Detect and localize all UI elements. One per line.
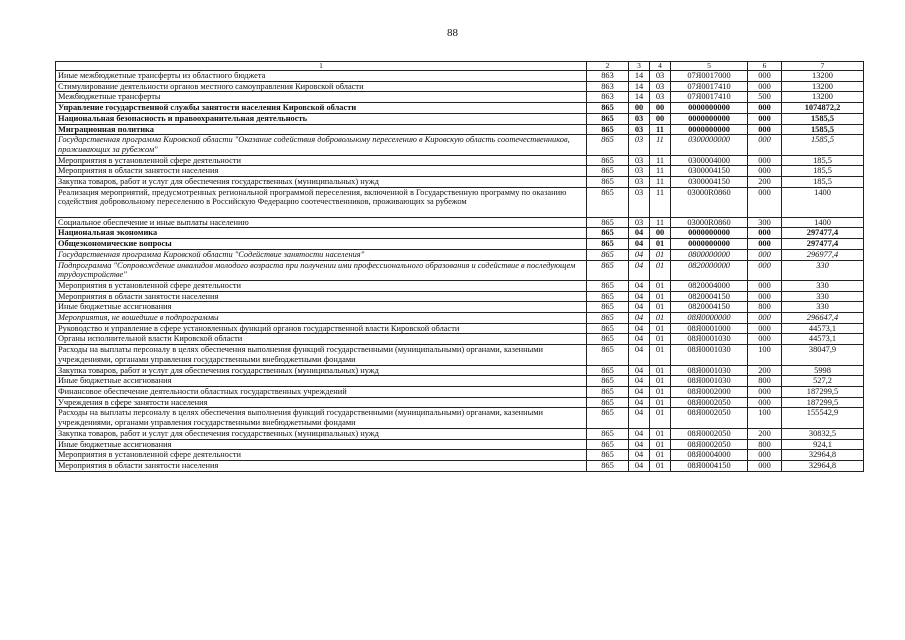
- cell-expense-type-code: 000: [748, 239, 782, 250]
- cell-item-name: Иные бюджетные ассигнования: [56, 302, 587, 313]
- cell-target-article-code: 03000R0860: [671, 187, 748, 217]
- cell-item-name: Расходы на выплаты персоналу в целях обеспечения выполнения функций государственными (муниципальными) органами, казенными учреждениями, органами управления государственными внебюджетными фондами: [56, 408, 587, 428]
- cell-item-name: Миграционная политика: [56, 124, 587, 135]
- table-row: [56, 239, 864, 250]
- cell-expense-type-code: 000: [748, 280, 782, 291]
- cell-expense-type-code: 800: [748, 302, 782, 313]
- cell-item-name: Руководство и управление в сфере установленных функций органов государственной власти Кировской области: [56, 323, 587, 334]
- cell-item-name: Социальное обеспечение и иные выплаты населению: [56, 217, 587, 228]
- cell-section-code: 04: [629, 334, 650, 345]
- cell-subsection-code: 01: [650, 249, 671, 260]
- cell-subsection-code: 01: [650, 376, 671, 387]
- cell-section-code: 04: [629, 280, 650, 291]
- cell-section-code: 04: [629, 291, 650, 302]
- cell-subsection-code: 01: [650, 397, 671, 408]
- table-row: [56, 187, 864, 217]
- cell-section-code: 04: [629, 228, 650, 239]
- cell-ministry-code: 865: [587, 345, 629, 365]
- table-row: [56, 439, 864, 450]
- cell-subsection-code: 01: [650, 408, 671, 428]
- cell-ministry-code: 865: [587, 334, 629, 345]
- cell-section-code: 04: [629, 345, 650, 365]
- cell-amount: 330: [782, 260, 864, 280]
- cell-target-article-code: 0300004150: [671, 166, 748, 177]
- table-row: [56, 177, 864, 188]
- cell-subsection-code: 01: [650, 439, 671, 450]
- cell-ministry-code: 865: [587, 450, 629, 461]
- cell-expense-type-code: 000: [748, 113, 782, 124]
- cell-item-name: Национальная экономика: [56, 228, 587, 239]
- cell-ministry-code: 865: [587, 302, 629, 313]
- cell-expense-type-code: 000: [748, 460, 782, 471]
- cell-ministry-code: 865: [587, 187, 629, 217]
- cell-target-article-code: 0820004150: [671, 291, 748, 302]
- cell-ministry-code: 865: [587, 228, 629, 239]
- cell-subsection-code: 11: [650, 187, 671, 217]
- cell-target-article-code: 08Я0001000: [671, 323, 748, 334]
- cell-ministry-code: 865: [587, 239, 629, 250]
- cell-expense-type-code: 100: [748, 408, 782, 428]
- cell-item-name: Иные бюджетные ассигнования: [56, 376, 587, 387]
- cell-expense-type-code: 000: [748, 291, 782, 302]
- cell-ministry-code: 865: [587, 280, 629, 291]
- cell-section-code: 04: [629, 439, 650, 450]
- cell-section-code: 14: [629, 71, 650, 82]
- cell-section-code: 03: [629, 166, 650, 177]
- cell-section-code: 04: [629, 302, 650, 313]
- cell-expense-type-code: 000: [748, 260, 782, 280]
- cell-item-name: Мероприятия, не вошедшие в подпрограммы: [56, 313, 587, 324]
- cell-expense-type-code: 200: [748, 365, 782, 376]
- table-row: [56, 92, 864, 103]
- cell-section-code: 03: [629, 155, 650, 166]
- cell-amount: 296647,4: [782, 313, 864, 324]
- cell-amount: 1585,5: [782, 135, 864, 155]
- cell-ministry-code: 865: [587, 397, 629, 408]
- cell-ministry-code: 863: [587, 92, 629, 103]
- cell-expense-type-code: 000: [748, 323, 782, 334]
- cell-item-name: Общеэкономические вопросы: [56, 239, 587, 250]
- cell-expense-type-code: 200: [748, 428, 782, 439]
- cell-amount: 5998: [782, 365, 864, 376]
- cell-expense-type-code: 300: [748, 217, 782, 228]
- cell-amount: 330: [782, 280, 864, 291]
- cell-expense-type-code: 000: [748, 187, 782, 217]
- cell-item-name: Органы исполнительной власти Кировской области: [56, 334, 587, 345]
- cell-expense-type-code: 000: [748, 313, 782, 324]
- cell-subsection-code: 03: [650, 92, 671, 103]
- cell-amount: 527,2: [782, 376, 864, 387]
- cell-item-name: Мероприятия в установленной сфере деятельности: [56, 280, 587, 291]
- cell-section-code: 04: [629, 428, 650, 439]
- cell-ministry-code: 865: [587, 217, 629, 228]
- table-row: [56, 376, 864, 387]
- cell-amount: 38047,9: [782, 345, 864, 365]
- cell-target-article-code: 0300004000: [671, 155, 748, 166]
- cell-expense-type-code: 000: [748, 166, 782, 177]
- cell-target-article-code: 03000R0860: [671, 217, 748, 228]
- cell-ministry-code: 865: [587, 376, 629, 387]
- cell-ministry-code: 863: [587, 81, 629, 92]
- table-row: [56, 81, 864, 92]
- cell-amount: 185,5: [782, 155, 864, 166]
- cell-item-name: Закупка товаров, работ и услуг для обеспечения государственных (муниципальных) нужд: [56, 177, 587, 188]
- cell-amount: 13200: [782, 71, 864, 82]
- cell-ministry-code: 865: [587, 103, 629, 114]
- cell-expense-type-code: 000: [748, 103, 782, 114]
- cell-ministry-code: 865: [587, 177, 629, 188]
- cell-ministry-code: 865: [587, 365, 629, 376]
- cell-subsection-code: 01: [650, 313, 671, 324]
- cell-ministry-code: 865: [587, 428, 629, 439]
- cell-ministry-code: 865: [587, 124, 629, 135]
- table-row: [56, 217, 864, 228]
- cell-amount: 155542,9: [782, 408, 864, 428]
- cell-subsection-code: 00: [650, 113, 671, 124]
- cell-subsection-code: 01: [650, 323, 671, 334]
- cell-expense-type-code: 500: [748, 92, 782, 103]
- cell-expense-type-code: 000: [748, 81, 782, 92]
- cell-ministry-code: 865: [587, 439, 629, 450]
- cell-amount: 185,5: [782, 166, 864, 177]
- page-number: 88: [447, 27, 458, 39]
- cell-expense-type-code: 000: [748, 228, 782, 239]
- cell-section-code: 03: [629, 124, 650, 135]
- cell-subsection-code: 11: [650, 124, 671, 135]
- cell-section-code: 04: [629, 376, 650, 387]
- cell-section-code: 04: [629, 450, 650, 461]
- cell-target-article-code: 08Я0001030: [671, 345, 748, 365]
- cell-amount: 13200: [782, 81, 864, 92]
- cell-amount: 1074872,2: [782, 103, 864, 114]
- table-row: [56, 103, 864, 114]
- table-row: [56, 345, 864, 365]
- cell-target-article-code: 08Я0002050: [671, 397, 748, 408]
- cell-target-article-code: 08Я0001030: [671, 376, 748, 387]
- cell-amount: 296977,4: [782, 249, 864, 260]
- cell-target-article-code: 08Я0000000: [671, 313, 748, 324]
- cell-target-article-code: 0000000000: [671, 124, 748, 135]
- cell-ministry-code: 865: [587, 291, 629, 302]
- cell-ministry-code: 865: [587, 135, 629, 155]
- table-row: [56, 249, 864, 260]
- cell-expense-type-code: 000: [748, 135, 782, 155]
- cell-amount: 1585,5: [782, 113, 864, 124]
- cell-section-code: 04: [629, 239, 650, 250]
- cell-subsection-code: 11: [650, 155, 671, 166]
- cell-amount: 44573,1: [782, 323, 864, 334]
- cell-amount: 187299,5: [782, 397, 864, 408]
- cell-amount: 44573,1: [782, 334, 864, 345]
- cell-section-code: 14: [629, 92, 650, 103]
- cell-subsection-code: 00: [650, 103, 671, 114]
- cell-section-code: 04: [629, 249, 650, 260]
- cell-subsection-code: 00: [650, 228, 671, 239]
- cell-subsection-code: 01: [650, 428, 671, 439]
- table-row: [56, 260, 864, 280]
- cell-item-name: Мероприятия в области занятости населения: [56, 291, 587, 302]
- cell-target-article-code: 08Я0004150: [671, 460, 748, 471]
- cell-ministry-code: 863: [587, 71, 629, 82]
- cell-section-code: 03: [629, 135, 650, 155]
- cell-subsection-code: 03: [650, 71, 671, 82]
- cell-target-article-code: 07Я0017410: [671, 92, 748, 103]
- header-cell: 6: [748, 62, 782, 71]
- cell-section-code: 04: [629, 365, 650, 376]
- table-row: [56, 428, 864, 439]
- table-row: [56, 408, 864, 428]
- cell-subsection-code: 01: [650, 280, 671, 291]
- cell-expense-type-code: 000: [748, 71, 782, 82]
- cell-expense-type-code: 000: [748, 124, 782, 135]
- cell-target-article-code: 0000000000: [671, 228, 748, 239]
- header-cell: 2: [587, 62, 629, 71]
- cell-ministry-code: 865: [587, 460, 629, 471]
- cell-target-article-code: 0820004150: [671, 302, 748, 313]
- table-row: [56, 334, 864, 345]
- cell-target-article-code: 08Я0001030: [671, 365, 748, 376]
- cell-expense-type-code: 800: [748, 439, 782, 450]
- cell-amount: 330: [782, 302, 864, 313]
- header-cell: 5: [671, 62, 748, 71]
- cell-subsection-code: 11: [650, 166, 671, 177]
- cell-section-code: 04: [629, 323, 650, 334]
- cell-target-article-code: 08Я0001030: [671, 334, 748, 345]
- cell-subsection-code: 11: [650, 177, 671, 188]
- cell-item-name: Реализация мероприятий, предусмотренных региональной программой переселения, включенной в Государственную программу по оказанию содействия добровольному переселению в Российскую Федерацию соотечественников, проживающих за рубежом: [56, 187, 587, 217]
- cell-amount: 30832,5: [782, 428, 864, 439]
- cell-expense-type-code: 100: [748, 345, 782, 365]
- cell-subsection-code: 01: [650, 260, 671, 280]
- cell-section-code: 04: [629, 397, 650, 408]
- cell-section-code: 14: [629, 81, 650, 92]
- cell-expense-type-code: 000: [748, 155, 782, 166]
- cell-subsection-code: 03: [650, 81, 671, 92]
- cell-target-article-code: 08Я0002050: [671, 428, 748, 439]
- cell-subsection-code: 11: [650, 217, 671, 228]
- cell-ministry-code: 865: [587, 386, 629, 397]
- cell-expense-type-code: 000: [748, 249, 782, 260]
- cell-ministry-code: 865: [587, 260, 629, 280]
- cell-target-article-code: 0000000000: [671, 239, 748, 250]
- cell-item-name: Закупка товаров, работ и услуг для обеспечения государственных (муниципальных) нужд: [56, 365, 587, 376]
- cell-ministry-code: 865: [587, 113, 629, 124]
- cell-section-code: 04: [629, 460, 650, 471]
- cell-item-name: Национальная безопасность и правоохранительная деятельность: [56, 113, 587, 124]
- cell-expense-type-code: 000: [748, 386, 782, 397]
- cell-item-name: Мероприятия в области занятости населения: [56, 460, 587, 471]
- cell-ministry-code: 865: [587, 408, 629, 428]
- cell-subsection-code: 11: [650, 135, 671, 155]
- cell-item-name: Государственная программа Кировской области "Содействие занятости населения": [56, 249, 587, 260]
- cell-subsection-code: 01: [650, 291, 671, 302]
- cell-expense-type-code: 000: [748, 450, 782, 461]
- cell-amount: 187299,5: [782, 386, 864, 397]
- cell-target-article-code: 08Я0004000: [671, 450, 748, 461]
- table-row: [56, 302, 864, 313]
- cell-item-name: Мероприятия в области занятости населения: [56, 166, 587, 177]
- cell-target-article-code: 08Я0002050: [671, 439, 748, 450]
- cell-ministry-code: 865: [587, 249, 629, 260]
- header-cell: 1: [56, 62, 587, 71]
- cell-amount: 297477,4: [782, 239, 864, 250]
- table-row: [56, 460, 864, 471]
- cell-amount: 330: [782, 291, 864, 302]
- cell-section-code: 03: [629, 217, 650, 228]
- cell-item-name: Учреждения в сфере занятости населения: [56, 397, 587, 408]
- table-row: [56, 386, 864, 397]
- cell-amount: 1400: [782, 217, 864, 228]
- cell-subsection-code: 01: [650, 334, 671, 345]
- table-row: [56, 228, 864, 239]
- table-row: [56, 323, 864, 334]
- cell-target-article-code: 0300004150: [671, 177, 748, 188]
- cell-section-code: 03: [629, 177, 650, 188]
- cell-item-name: Расходы на выплаты персоналу в целях обеспечения выполнения функций государственными (муниципальными) органами, казенными учреждениями, органами управления государственными внебюджетными фондами: [56, 345, 587, 365]
- table-row: [56, 291, 864, 302]
- table-row: [56, 397, 864, 408]
- budget-table: [55, 61, 864, 472]
- cell-amount: 32964,8: [782, 460, 864, 471]
- cell-item-name: Государственная программа Кировской области "Оказание содействия добровольному переселению в Кировскую область соотечественников, проживающих за рубежом": [56, 135, 587, 155]
- table-row: [56, 113, 864, 124]
- cell-subsection-code: 01: [650, 345, 671, 365]
- cell-target-article-code: 0000000000: [671, 113, 748, 124]
- table-row: [56, 124, 864, 135]
- cell-target-article-code: 08Я0002050: [671, 408, 748, 428]
- cell-item-name: Мероприятия в установленной сфере деятельности: [56, 450, 587, 461]
- table-row: [56, 313, 864, 324]
- cell-ministry-code: 865: [587, 323, 629, 334]
- table-row: [56, 166, 864, 177]
- header-cell: 4: [650, 62, 671, 71]
- table-row: [56, 135, 864, 155]
- cell-item-name: Стимулирование деятельности органов местного самоуправления Кировской области: [56, 81, 587, 92]
- cell-section-code: 04: [629, 408, 650, 428]
- cell-target-article-code: 0820004000: [671, 280, 748, 291]
- cell-expense-type-code: 000: [748, 397, 782, 408]
- cell-subsection-code: 01: [650, 239, 671, 250]
- cell-item-name: Мероприятия в установленной сфере деятельности: [56, 155, 587, 166]
- cell-amount: 297477,4: [782, 228, 864, 239]
- cell-expense-type-code: 000: [748, 334, 782, 345]
- cell-section-code: 00: [629, 103, 650, 114]
- cell-section-code: 04: [629, 386, 650, 397]
- cell-section-code: 03: [629, 113, 650, 124]
- cell-expense-type-code: 800: [748, 376, 782, 387]
- table-row: [56, 450, 864, 461]
- cell-target-article-code: 07Я0017000: [671, 71, 748, 82]
- cell-section-code: 04: [629, 260, 650, 280]
- cell-subsection-code: 01: [650, 302, 671, 313]
- cell-ministry-code: 865: [587, 155, 629, 166]
- cell-section-code: 04: [629, 313, 650, 324]
- table-row: [56, 280, 864, 291]
- table-header-row: [56, 62, 864, 71]
- cell-item-name: Управление государственной службы занятости населения Кировской области: [56, 103, 587, 114]
- cell-subsection-code: 01: [650, 365, 671, 376]
- cell-subsection-code: 01: [650, 386, 671, 397]
- cell-item-name: Подпрограмма "Сопровождение инвалидов молодого возраста при получении ими профессионального образования и содействие в последующем трудоустройстве": [56, 260, 587, 280]
- cell-target-article-code: 0300000000: [671, 135, 748, 155]
- cell-target-article-code: 08Я0002000: [671, 386, 748, 397]
- table-row: [56, 71, 864, 82]
- cell-target-article-code: 0820000000: [671, 260, 748, 280]
- table-row: [56, 365, 864, 376]
- cell-amount: 185,5: [782, 177, 864, 188]
- cell-amount: 1585,5: [782, 124, 864, 135]
- cell-subsection-code: 01: [650, 460, 671, 471]
- cell-amount: 13200: [782, 92, 864, 103]
- cell-section-code: 03: [629, 187, 650, 217]
- cell-amount: 1400: [782, 187, 864, 217]
- cell-subsection-code: 01: [650, 450, 671, 461]
- cell-target-article-code: 0000000000: [671, 103, 748, 114]
- table-row: [56, 155, 864, 166]
- cell-amount: 32964,8: [782, 450, 864, 461]
- cell-item-name: Межбюджетные трансферты: [56, 92, 587, 103]
- cell-target-article-code: 0800000000: [671, 249, 748, 260]
- cell-target-article-code: 07Я0017410: [671, 81, 748, 92]
- header-cell: 7: [782, 62, 864, 71]
- cell-expense-type-code: 200: [748, 177, 782, 188]
- cell-amount: 924,1: [782, 439, 864, 450]
- cell-ministry-code: 865: [587, 313, 629, 324]
- cell-item-name: Иные бюджетные ассигнования: [56, 439, 587, 450]
- cell-item-name: Закупка товаров, работ и услуг для обеспечения государственных (муниципальных) нужд: [56, 428, 587, 439]
- header-cell: 3: [629, 62, 650, 71]
- cell-ministry-code: 865: [587, 166, 629, 177]
- cell-item-name: Финансовое обеспечение деятельности областных государственных учреждений: [56, 386, 587, 397]
- cell-item-name: Иные межбюджетные трансферты из областного бюджета: [56, 71, 587, 82]
